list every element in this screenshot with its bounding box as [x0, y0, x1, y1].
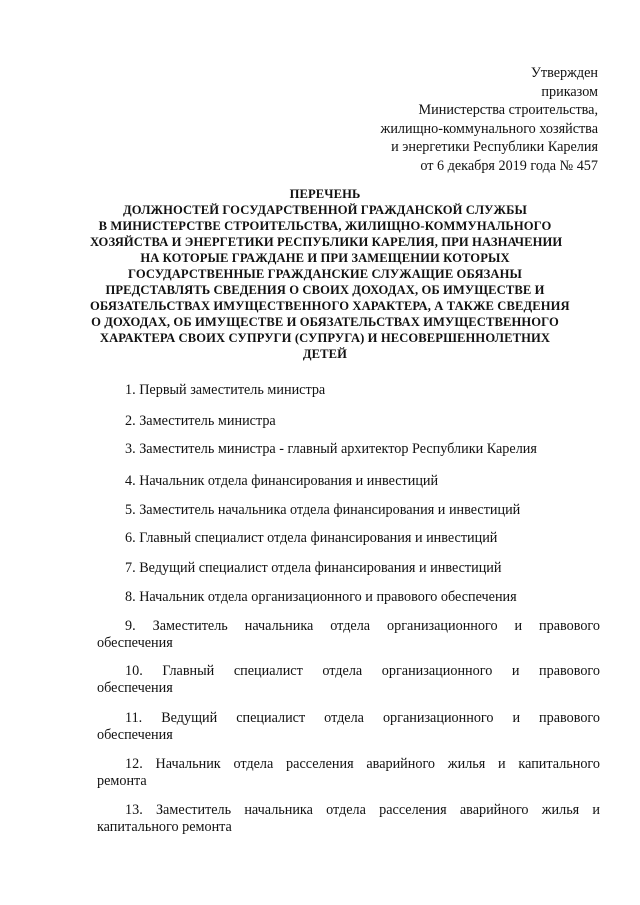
document-title — [90, 186, 570, 362]
list-item — [97, 663, 600, 697]
approval-line: Утвержден — [530, 65, 598, 81]
list-item-text: 11. Ведущий специалист отдела организационного и правового — [125, 710, 600, 726]
list-item-text: 6. Главный специалист отдела финансирования и инвестиций — [125, 530, 498, 546]
title-line: ОБЯЗАТЕЛЬСТВАХ ИМУЩЕСТВЕННОГО ХАРАКТЕРА, А ТАКЖЕ СВЕДЕНИЯ — [90, 299, 570, 313]
list-item-text: 1. Первый заместитель министра — [125, 382, 326, 398]
title-line: ДЕТЕЙ — [302, 347, 348, 361]
list-item — [97, 802, 600, 836]
title-line: ХАРАКТЕРА СВОИХ СУПРУГИ (СУПРУГА) И НЕСОВЕРШЕННОЛЕТНИХ — [99, 331, 551, 345]
list-item-text: 2. Заместитель министра — [125, 413, 276, 429]
list-item — [97, 710, 600, 744]
list-item — [97, 382, 600, 399]
list-item — [97, 413, 600, 430]
list-item — [97, 530, 600, 547]
list-item — [97, 589, 600, 606]
title-line: ПРЕДСТАВЛЯТЬ СВЕДЕНИЯ О СВОИХ ДОХОДАХ, ОБ ИМУЩЕСТВЕ И — [105, 283, 545, 297]
list-item-text: 12. Начальник отдела расселения аварийного жилья и капитального — [125, 756, 600, 772]
list-item-text-continued: ремонта — [97, 773, 147, 789]
list-item-text-continued: обеспечения — [97, 635, 173, 651]
list-item-text: 9. Заместитель начальника отдела организационного и правового — [125, 618, 600, 634]
list-item-text: 3. Заместитель министра - главный архитектор Республики Карелия — [125, 441, 537, 457]
title-line: В МИНИСТЕРСТВЕ СТРОИТЕЛЬСТВА, ЖИЛИЩНО-КОММУНАЛЬНОГО — [98, 219, 552, 233]
title-line: ХОЗЯЙСТВА И ЭНЕРГЕТИКИ РЕСПУБЛИКИ КАРЕЛИЯ, ПРИ НАЗНАЧЕНИИ — [90, 235, 563, 249]
list-item-text-continued: капитального ремонта — [97, 819, 232, 835]
list-item-text: 8. Начальник отдела организационного и правового обеспечения — [125, 589, 517, 605]
title-line: ПЕРЕЧЕНЬ — [289, 187, 361, 201]
list-item — [97, 441, 600, 458]
list-item — [97, 618, 600, 652]
list-item — [97, 502, 600, 519]
list-item-text: 5. Заместитель начальника отдела финансирования и инвестиций — [125, 502, 521, 518]
title-line: О ДОХОДАХ, ОБ ИМУЩЕСТВЕ И ОБЯЗАТЕЛЬСТВАХ ИМУЩЕСТВЕННОГО — [91, 315, 559, 329]
approval-line: жилищно-коммунального хозяйства — [380, 120, 598, 137]
title-line: ГОСУДАРСТВЕННЫЕ ГРАЖДАНСКИЕ СЛУЖАЩИЕ ОБЯЗАНЫ — [128, 267, 522, 281]
list-item — [97, 560, 600, 577]
list-item-text-continued: обеспечения — [97, 727, 173, 743]
approval-line: от 6 декабря 2019 года № 457 — [420, 157, 598, 174]
approval-line: приказом — [541, 83, 598, 100]
list-item-text: 13. Заместитель начальника отдела расселения аварийного жилья и — [125, 802, 600, 818]
list-item-text: 10. Главный специалист отдела организационного и правового — [125, 663, 600, 679]
list-item — [97, 756, 600, 790]
list-item-text-continued: обеспечения — [97, 680, 173, 696]
approval-line: Министерства строительства, — [418, 102, 598, 119]
list-item — [97, 473, 600, 490]
approval-line: и энергетики Республики Карелия — [391, 139, 598, 156]
list-item-text: 4. Начальник отдела финансирования и инвестиций — [125, 473, 439, 489]
title-line: ДОЛЖНОСТЕЙ ГОСУДАРСТВЕННОЙ ГРАЖДАНСКОЙ СЛУЖБЫ — [123, 203, 527, 217]
list-item-text: 7. Ведущий специалист отдела финансирования и инвестиций — [125, 560, 502, 576]
approval-stamp-block — [381, 64, 598, 176]
title-line: НА КОТОРЫЕ ГРАЖДАНЕ И ПРИ ЗАМЕЩЕНИИ КОТОРЫХ — [140, 251, 510, 265]
